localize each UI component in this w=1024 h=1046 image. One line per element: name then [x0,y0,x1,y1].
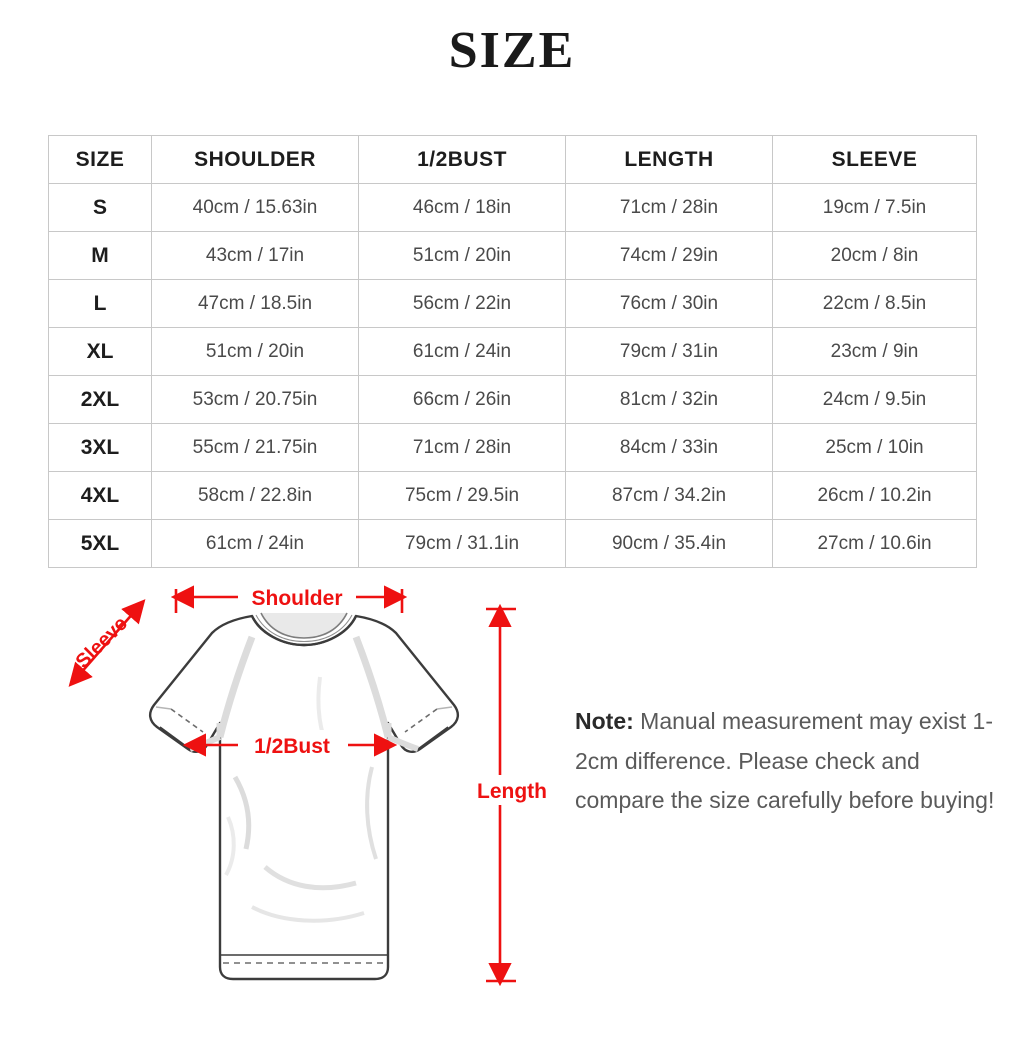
table-row [49,472,977,520]
note-text: Manual measurement may exist 1-2cm difference. Please check and compare the size carefully before buying! [575,708,995,814]
shoulder-label: Shoulder [251,587,343,610]
cell-bust: 75cm / 29.5in [359,472,566,520]
cell-bust: 56cm / 22in [359,280,566,328]
cell-sleeve: 20cm / 8in [773,232,977,280]
cell-shoulder: 53cm / 20.75in [152,376,359,424]
cell-length: 79cm / 31in [566,328,773,376]
note-block [575,702,995,821]
cell-length: 84cm / 33in [566,424,773,472]
page-title: SIZE [448,22,576,79]
column-header-sleeve: SLEEVE [773,136,977,184]
cell-shoulder: 47cm / 18.5in [152,280,359,328]
cell-sleeve: 24cm / 9.5in [773,376,977,424]
table-header-row [49,136,977,184]
length-measurement [464,609,560,981]
cell-sleeve: 23cm / 9in [773,328,977,376]
cell-size: XL [49,328,152,376]
cell-shoulder: 55cm / 21.75in [152,424,359,472]
table-row [49,328,977,376]
cell-bust: 51cm / 20in [359,232,566,280]
cell-bust: 71cm / 28in [359,424,566,472]
table-row [49,520,977,568]
cell-bust: 79cm / 31.1in [359,520,566,568]
length-label: Length [477,780,547,803]
cell-sleeve: 26cm / 10.2in [773,472,977,520]
bust-label: 1/2Bust [254,735,330,758]
table-row [49,376,977,424]
cell-size: 5XL [49,520,152,568]
column-header-length: LENGTH [566,136,773,184]
cell-shoulder: 51cm / 20in [152,328,359,376]
tshirt-measurement-diagram [20,567,580,1037]
cell-shoulder: 58cm / 22.8in [152,472,359,520]
column-header-bust: 1/2BUST [359,136,566,184]
table-row [49,424,977,472]
cell-sleeve: 27cm / 10.6in [773,520,977,568]
cell-shoulder: 43cm / 17in [152,232,359,280]
cell-length: 74cm / 29in [566,232,773,280]
cell-length: 87cm / 34.2in [566,472,773,520]
column-header-shoulder: SHOULDER [152,136,359,184]
shoulder-measurement [176,582,402,613]
cell-sleeve: 19cm / 7.5in [773,184,977,232]
cell-length: 71cm / 28in [566,184,773,232]
cell-sleeve: 22cm / 8.5in [773,280,977,328]
cell-size: L [49,280,152,328]
cell-shoulder: 40cm / 15.63in [152,184,359,232]
cell-size: 4XL [49,472,152,520]
cell-length: 81cm / 32in [566,376,773,424]
cell-bust: 46cm / 18in [359,184,566,232]
table-row [49,232,977,280]
cell-length: 90cm / 35.4in [566,520,773,568]
cell-bust: 61cm / 24in [359,328,566,376]
sleeve-measurement [72,603,142,683]
cell-size: 3XL [49,424,152,472]
note-label: Note: [575,708,634,734]
cell-size: S [49,184,152,232]
cell-length: 76cm / 30in [566,280,773,328]
cell-sleeve: 25cm / 10in [773,424,977,472]
size-chart-table [48,135,977,568]
sleeve-label: Sleeve [71,612,132,673]
cell-bust: 66cm / 26in [359,376,566,424]
size-chart-table-container [48,135,976,568]
table-row [49,184,977,232]
cell-size: 2XL [49,376,152,424]
table-row [49,280,977,328]
cell-size: M [49,232,152,280]
column-header-size: SIZE [49,136,152,184]
cell-shoulder: 61cm / 24in [152,520,359,568]
tshirt-illustration [150,613,458,979]
